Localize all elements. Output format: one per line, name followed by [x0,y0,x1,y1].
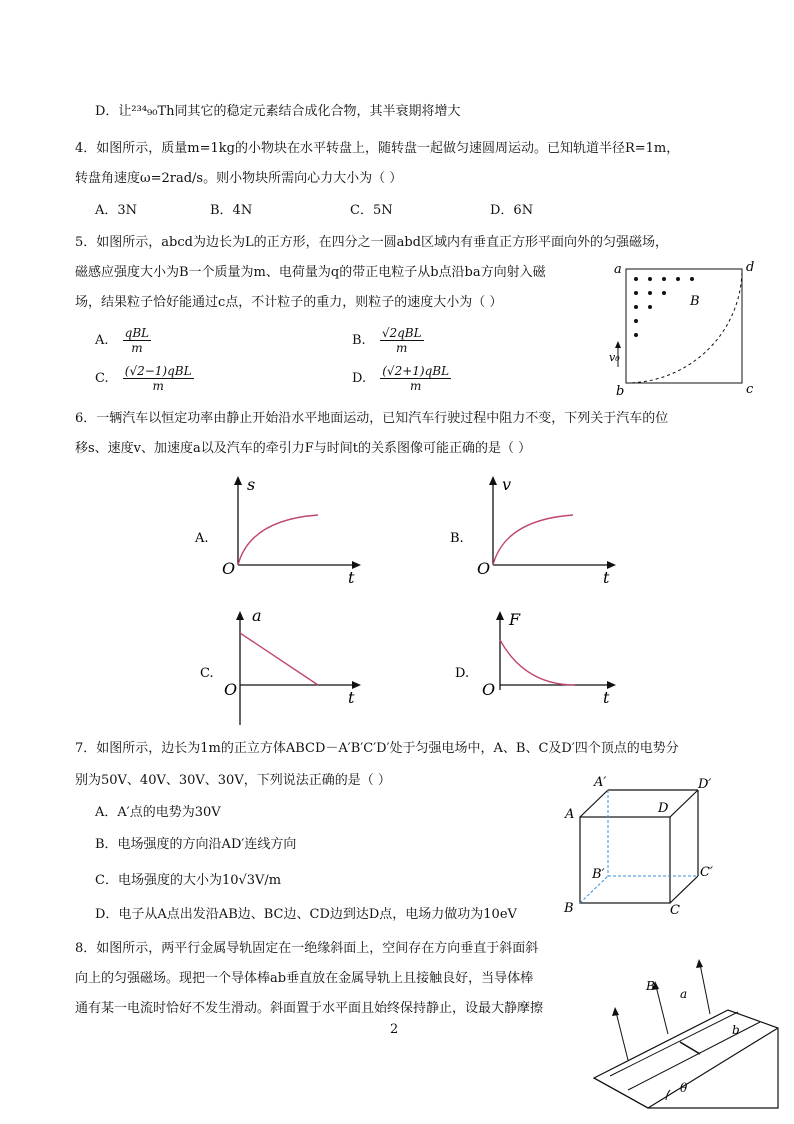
q7-front-face [580,817,670,903]
q7-edge-DD1 [670,790,698,817]
q7-edge-AA1 [580,790,608,817]
q5-option-d [352,364,451,393]
q6-graph-b-x-label: t [603,568,610,587]
q6-graph-d [445,605,625,725]
q8-label-B: B [646,979,655,993]
q5-stem-line1: 5．如图所示，abcd为边长为L的正方形，在四分之一圆abd区域内有垂直正方形平面向外的匀强磁场， [75,235,668,250]
q7-stem-line2: 别为50V、40V、30V、30V，下列说法正确的是（ ） [75,773,391,788]
q6-graph-a-label: A. [195,531,209,546]
q6-graph-c [190,605,370,725]
q5-option-b-numerator: √2qBL [381,326,422,340]
q5-field-dot [662,291,666,295]
q6-graph-d-y-label: F [509,610,521,629]
q5-square-figure [608,255,768,395]
q5-option-a-denominator: m [131,341,143,355]
q7-label-D1: D′ [698,777,712,792]
q4-option-b: B．4N [210,203,253,218]
page-number: 2 [390,1022,399,1037]
q6-graph-c-label: C. [200,666,214,681]
q6-graph-b-origin: O [477,559,491,578]
q8-label-b: b [732,1023,740,1037]
q6-graph-b-label: B. [450,531,464,546]
q6-graph-d-y-arrow [496,611,504,620]
q5-option-b-fraction [380,326,424,355]
q5-quarter-arc [626,269,742,383]
q5-option-b [352,326,424,355]
q7-option-a: A．A′点的电势为30V [95,805,221,820]
q5-field-dot [690,277,694,281]
q6-graph-d-x-label: t [603,688,610,707]
q5-field-dot [648,277,652,281]
q6-graph-b-y-arrow [489,476,497,485]
q5-label-a: a [614,262,622,277]
q5-option-a-fraction [123,326,151,355]
q7-label-B: B [564,901,574,916]
q8-rod-ab [680,1042,700,1054]
q7-label-D: D [658,801,669,816]
q7-cube-figure [558,772,728,917]
q8-incline-slope-edge [648,1028,778,1108]
q6-graph-a-curve [238,515,318,565]
q5-stem-line3: 场，结果粒子恰好能通过c点，不计粒子的重力，则粒子的速度大小为（ ） [75,295,503,310]
q5-option-a-label: A. [95,333,109,348]
q8-stem-line2: 向上的匀强磁场。现把一个导体棒ab垂直放在金属导轨上且接触良好，当导体棒 [75,971,534,986]
q6-stem-line1: 6．一辆汽车以恒定功率由静止开始沿水平地面运动，已知汽车行驶过程中阻力不变，下列关于汽车的位 [75,411,669,426]
q4-option-d: D．6N [490,203,534,218]
q5-field-dot [634,305,638,309]
q5-field-dot [634,277,638,281]
q8-label-a: a [680,987,688,1001]
q8-incline-front-edge [594,1078,648,1108]
q5-option-c-label: C. [95,371,109,386]
q5-label-field-B: B [690,294,700,309]
q6-graph-d-origin: O [482,680,496,699]
q4-option-a: A．3N [95,203,138,218]
q8-field-line-2 [656,986,668,1034]
q5-square [626,269,742,383]
q5-option-c [95,364,194,393]
q7-label-C: C [670,903,680,917]
q5-field-dot [676,277,680,281]
q3-option-d: D．让²³⁴₉₀Th同其它的稳定元素结合成化合物，其半衰期将增大 [95,104,461,119]
q5-label-b: b [616,384,625,395]
q8-stem-line3: 通有某一电流时恰好不发生滑动。斜面置于水平面且始终保持静止，设最大静摩擦 [75,1001,544,1016]
q4-stem-line1: 4．如图所示，质量m=1kg的小物块在水平转盘上，随转盘一起做匀速圆周运动。已知轨道半径R=1m， [75,141,680,156]
q8-stem-line1: 8．如图所示，两平行金属导轨固定在一绝缘斜面上，空间存在方向垂直于斜面斜 [75,941,539,956]
q5-option-b-denominator: m [396,341,408,355]
q5-label-c: c [746,382,754,395]
q6-graph-c-x-label: t [348,688,355,707]
q5-field-dots [634,277,694,337]
q5-option-c-denominator: m [152,379,164,393]
q5-option-d-numerator: (√2+1)qBL [382,364,450,378]
q7-edge-CC1 [670,876,698,903]
q7-label-C1: C′ [700,865,713,880]
q6-graph-d-label: D. [455,666,470,681]
q6-graph-c-y-arrow [236,611,244,620]
q6-graph-a-y-label: s [247,475,256,494]
q8-field-line-1 [616,1012,628,1060]
q5-option-a [95,326,151,355]
q5-option-c-numerator: (√2−1)qBL [124,364,192,378]
q7-label-B1: B′ [592,867,605,882]
q5-option-b-label: B. [352,333,366,348]
q6-graph-c-origin: O [224,680,238,699]
q6-graph-a-origin: O [222,559,236,578]
q6-graph-b-curve [493,515,573,565]
q5-stem-line2: 磁感应强度大小为B一个质量为m、电荷量为q的带正电粒子从b点沿ba方向射入磁 [75,265,546,280]
q5-option-d-label: D. [352,371,367,386]
q6-graph-a-x-label: t [348,568,355,587]
q7-option-d: D．电子从A点出发沿AB边、BC边、CD边到达D点，电场力做功为10eV [95,907,517,922]
q7-stem-line1: 7．如图所示，边长为1m的正立方体ABCD－A′B′C′D′处于匀强电场中，A、B、C及D′四个顶点的电势分 [75,741,679,756]
q5-option-d-fraction [380,364,451,393]
q7-label-A: A [565,807,575,822]
q6-graph-b-y-label: v [502,475,512,494]
q8-incline-figure [588,950,788,1120]
q6-graph-c-y-label: a [252,606,262,625]
q5-label-v0: v₀ [609,351,620,364]
q6-graph-a [190,470,370,590]
q4-option-c: C．5N [350,203,393,218]
q5-velocity-arrowhead [615,341,621,348]
q6-stem-line2: 移s、速度v、加速度a以及汽车的牵引力F与时间t的关系图像可能正确的是（ ） [75,441,532,456]
q6-graph-d-curve [500,640,575,685]
q5-field-dot [648,305,652,309]
q6-graph-c-curve [240,633,318,685]
q5-field-dot [648,291,652,295]
q5-option-d-denominator: m [409,379,422,393]
q8-field-arrow-3 [696,959,703,968]
q8-label-theta: θ [680,1081,688,1095]
q5-field-dot [634,319,638,323]
q7-label-A1: A′ [594,775,607,790]
q6-graph-a-y-arrow [234,476,242,485]
q7-option-b: B．电场强度的方向沿AD′连线方向 [95,837,297,852]
q5-field-dot [662,277,666,281]
q5-field-dot [634,333,638,337]
q5-field-dot [634,291,638,295]
q5-option-c-fraction [123,364,194,393]
q8-field-arrow-1 [612,1007,619,1016]
q4-stem-line2: 转盘角速度ω=2rad/s。则小物块所需向心力大小为（ ） [75,171,403,186]
q6-graph-b [445,470,625,590]
q7-option-c: C．电场强度的大小为10√3V/m [95,873,282,888]
q5-label-d: d [746,260,755,275]
q5-option-a-numerator: qBL [124,326,150,340]
q8-field-line-3 [700,964,710,1014]
